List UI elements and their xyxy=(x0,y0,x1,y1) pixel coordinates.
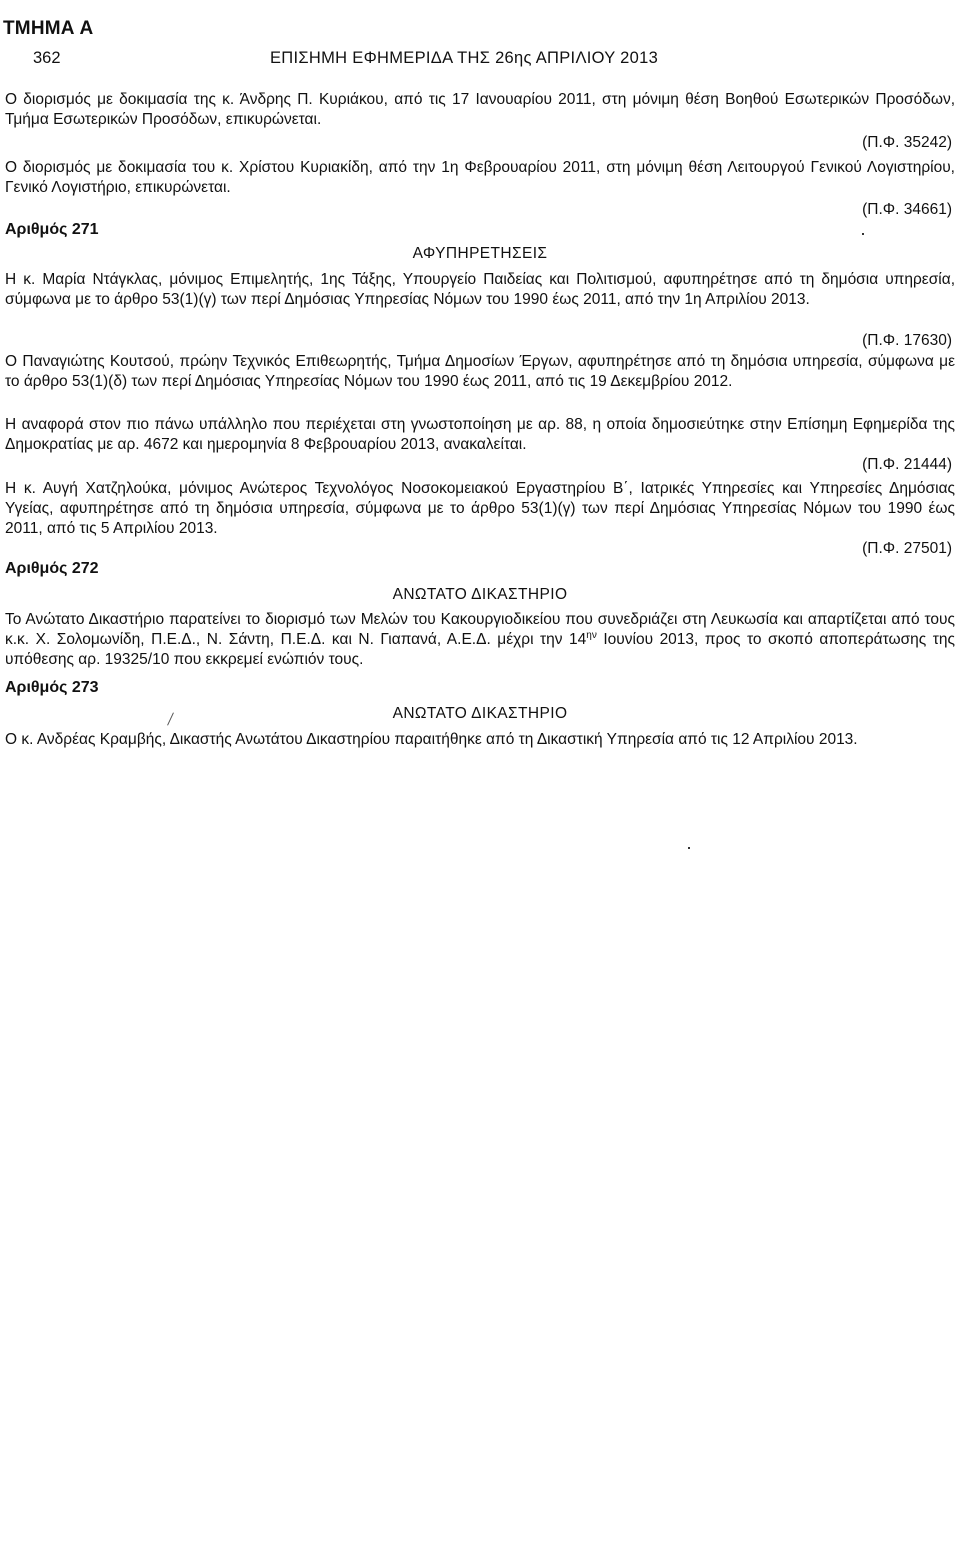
section-label: ΤΜΗΜΑ Α xyxy=(3,18,94,39)
heading-retirements: ΑΦΥΠΗΡΕΤΗΣΕΙΣ xyxy=(412,245,548,262)
scan-speck xyxy=(688,847,690,849)
reference-number: (Π.Φ. 27501) xyxy=(862,540,952,557)
paragraph-resignation-kramvis: Ο κ. Ανδρέας Κραμβής, Δικαστής Ανωτάτου Δικαστηρίου παραιτήθηκε από τη Δικαστική Υπηρεσία από τις 12 Απριλίου 2013. xyxy=(5,731,858,748)
notice-number-272: Αριθμός 272 xyxy=(5,560,99,577)
reference-number: (Π.Φ. 17630) xyxy=(862,332,952,349)
gazette-title: ΕΠΙΣΗΜΗ ΕΦΗΜΕΡΙΔΑ ΤΗΣ 26ης ΑΠΡΙΛΙΟΥ 2013 xyxy=(270,49,659,67)
scan-speck xyxy=(862,233,864,235)
reference-number: (Π.Φ. 21444) xyxy=(862,456,952,473)
paragraph-probation-kyriakidis: Ο διορισμός με δοκιμασία του κ. Χρίστου Κυριακίδη, από την 1η Φεβρουαρίου 2011, στη μόνιμη θέση Λειτουργού Γενικού Λογιστηρίου, Γενικό Λογιστήριο, επικυρώνεται. xyxy=(5,159,955,196)
paragraph-probation-kyriakou: Ο διορισμός με δοκιμασία της κ. Άνδρης Π. Κυριάκου, από τις 17 Ιανουαρίου 2011, στη μόνιμη θέση Βοηθού Εσωτερικών Προσόδων, Τμήμα Εσωτερικών Προσόδων, επικυρώνεται. xyxy=(5,91,955,128)
court-extension-text: Το Ανώτατο Δικαστήριο παρατείνει το διορισμό των Μελών του Κακουργιοδικείου που συνεδριάζει στη Λευκωσία και απαρτίζεται από τους κ.κ. Χ. Σολομωνίδη, Π.Ε.Δ., Ν. Σάντη, Π.Ε.Δ. και Ν. Γιαπανά, Α.Ε.Δ. μέχρι την 14 xyxy=(5,611,955,648)
notice-number-273: Αριθμός 273 xyxy=(5,679,99,696)
paragraph-retirement-chatziloukia: Η κ. Αυγή Χατζηλούκα, μόνιμος Ανώτερος Τεχνολόγος Νοσοκομειακού Εργαστηρίου Β΄, Ιατρικές Υπηρεσίες και Υπηρεσίες Δημόσιας Υγείας, αφυπηρέτησε από τη δημόσια υπηρεσία, σύμφωνα με το άρθρο 53(1)(γ) των περί Δημόσιας Υπηρεσίας Νόμων του 1990 έως 2011, από τις 5 Απριλίου 2013. xyxy=(5,480,955,537)
paragraph-retirement-daglas: Η κ. Μαρία Ντάγκλας, μόνιμος Επιμελητής, 1ης Τάξης, Υπουργείο Παιδείας και Πολιτισμού, αφυπηρέτησε από τη δημόσια υπηρεσία, σύμφωνα με το άρθρο 53(1)(γ) των περί Δημόσιας Υπηρεσίας Νόμων του 1990 έως 2011, από την 1η Απριλίου 2013. xyxy=(5,271,955,308)
court-extension-text-end: Ιουνίου 2013, προς το σκοπό αποπεράτωσης της υπόθεσης αρ. 19325/10 που εκκρεμεί ενώπιόν τους. xyxy=(5,631,955,668)
ordinal-superscript: ην xyxy=(586,629,597,641)
paragraph-retirement-koutsou: Ο Παναγιώτης Κουτσού, πρώην Τεχνικός Επιθεωρητής, Τμήμα Δημοσίων Έργων, αφυπηρέτησε από τη δημόσια υπηρεσία, σύμφωνα με το άρθρο 53(1)(δ) των περί Δημόσιας Υπηρεσίας Νόμων του 1990 έως 2011, από τις 19 Δεκεμβρίου 2012. xyxy=(5,353,955,390)
notice-number-271: Αριθμός 271 xyxy=(5,221,99,238)
paragraph-court-extension xyxy=(5,610,955,670)
paragraph-revocation-note: Η αναφορά στον πιο πάνω υπάλληλο που περιέχεται στη γνωστοποίηση με αρ. 88, η οποία δημοσιεύτηκε στην Επίσημη Εφημερίδα της Δημοκρατίας με αρ. 4672 και ημερομηνία 8 Φεβρουαρίου 2013, ανακαλείται. xyxy=(5,416,955,453)
page-number: 362 xyxy=(33,49,61,67)
heading-supreme-court-2: ΑΝΩΤΑΤΟ ΔΙΚΑΣΤΗΡΙΟ xyxy=(392,705,568,722)
heading-supreme-court: ΑΝΩΤΑΤΟ ΔΙΚΑΣΤΗΡΙΟ xyxy=(392,586,568,603)
reference-number: (Π.Φ. 34661) xyxy=(862,201,952,218)
reference-number: (Π.Φ. 35242) xyxy=(862,134,952,151)
